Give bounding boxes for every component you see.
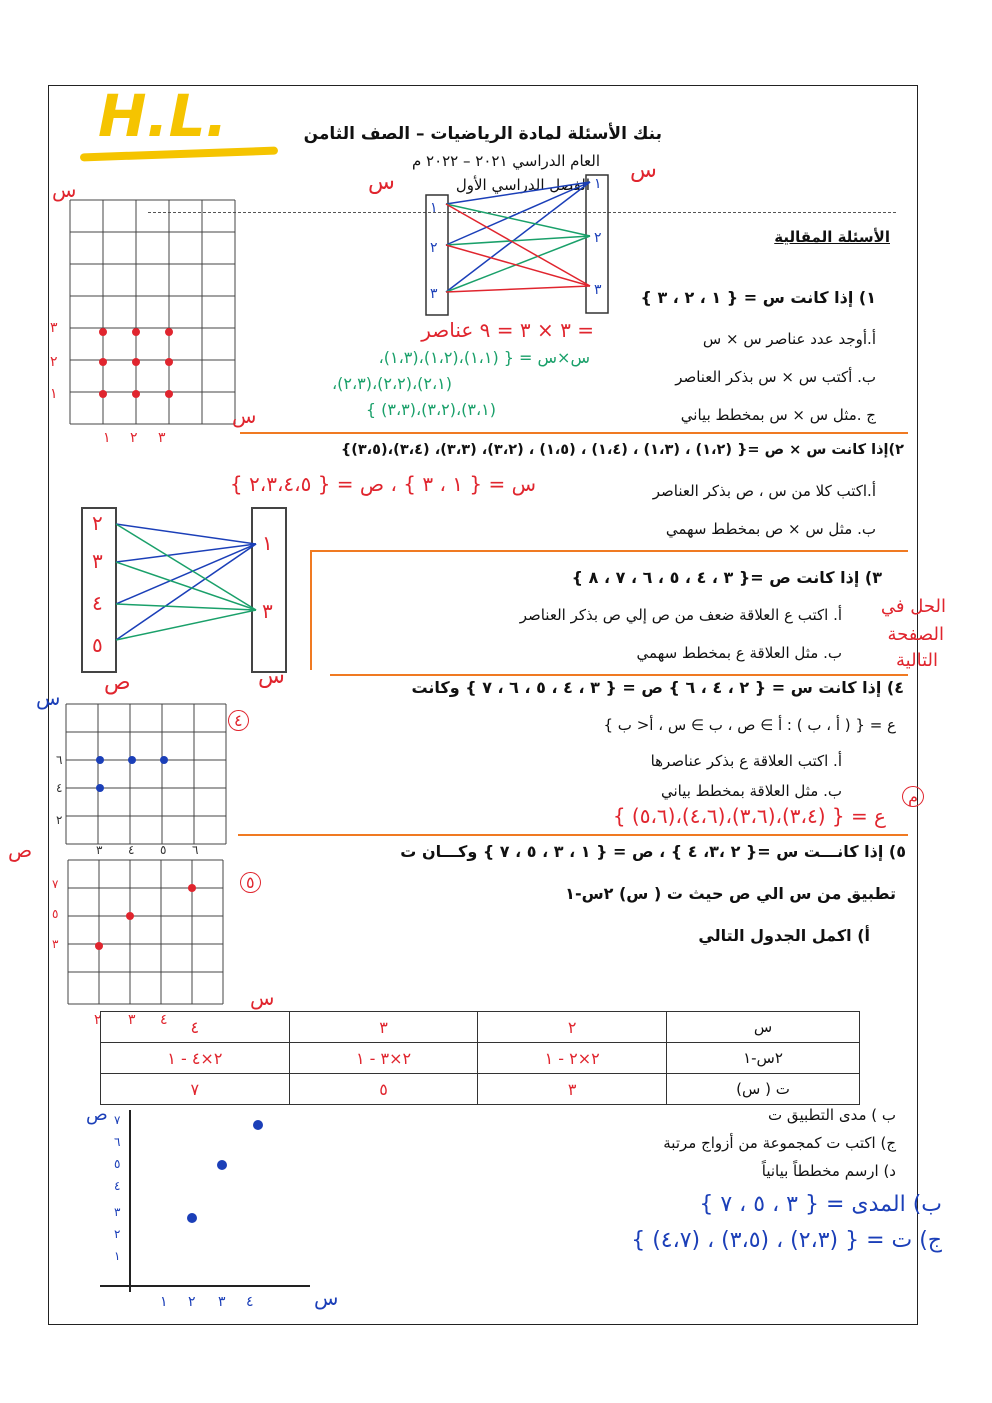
q2-arrow xyxy=(116,604,256,610)
q5-x-label: ٣ xyxy=(218,1294,226,1310)
table-cell: ٤ xyxy=(101,1012,290,1043)
q5-graph-number: ٥ xyxy=(240,872,261,893)
q5-rule: تطبيق من س الي ص حيث ت ( س) ٢س-١ xyxy=(565,884,896,903)
q1-arrow xyxy=(446,204,590,236)
q5-graph-x-axis-label: س xyxy=(314,1286,339,1310)
q5-small-point xyxy=(126,912,134,920)
q4-y-label: ٤ xyxy=(56,781,63,795)
q1-arrow xyxy=(446,245,590,286)
q5-small-graph-x-label: س xyxy=(250,986,275,1010)
q5-small-x-label: ٢ xyxy=(94,1012,102,1028)
q5-x-label: ٢ xyxy=(188,1294,196,1310)
q5-small-graph-y-label: ص xyxy=(8,838,33,862)
q1-graph-x-axis-label: س xyxy=(232,404,257,428)
q3-part-b: ب. مثل العلاقة ع بمخطط سهمي xyxy=(636,644,842,662)
q1-arrow-diagram xyxy=(420,170,620,320)
q5-graph xyxy=(100,1110,340,1320)
q4-point xyxy=(96,784,104,792)
logo: H.L. xyxy=(98,82,228,150)
q1-answer-a: = ٣ × ٣ = ٩ عناصر xyxy=(421,318,594,342)
table-header-cell: ت ( س) xyxy=(667,1074,860,1105)
q1-y-label: ١ xyxy=(50,386,58,402)
q4-point xyxy=(128,756,136,764)
q3-note-line1: الحل في xyxy=(880,596,946,617)
q5-part-c: ج) اكتب ت كمجموعة من أزواج مرتبة xyxy=(663,1134,896,1152)
academic-year: العام الدراسي ٢٠٢١ – ٢٠٢٢ م xyxy=(411,152,600,170)
table-row xyxy=(101,1074,860,1105)
q3-divider xyxy=(330,674,908,676)
q5-stem: ٥) إذا كانـــت س ={ ٢ ،٣، ٤ } ، ص = { ١ ، ٣ ، ٥ ، ٧ } وكـــان ت xyxy=(400,842,906,861)
q5-part-d: د) ارسم مخططاً بيانياً xyxy=(761,1162,896,1180)
table-cell: ٣ xyxy=(289,1012,478,1043)
q5-small-y-label: ٥ xyxy=(52,907,59,921)
table-cell: ٢×٤ - ١ xyxy=(101,1043,290,1074)
q2-arrow xyxy=(116,524,256,544)
q2-vertical-divider xyxy=(310,550,312,670)
q1-graph-y-axis-label: س xyxy=(52,178,77,202)
table-cell: ٥ xyxy=(289,1074,478,1105)
table-row xyxy=(101,1012,860,1043)
q2-left-label: ٣ xyxy=(92,549,103,573)
q2-part-b: ب. مثل س × ص بمخطط سهمي xyxy=(665,520,876,538)
table-cell: ٢ xyxy=(478,1012,667,1043)
q4-relation: ع = { ( أ ، ب ) : أ ∋ ص ، ب ∋ س ، أ< ب } xyxy=(603,716,896,734)
table-header-cell: س xyxy=(667,1012,860,1043)
q5-instruction: أ) اكمل الجدول التالي xyxy=(698,926,870,945)
q4-x-label: ٣ xyxy=(96,843,103,857)
q1-x-label: ٣ xyxy=(158,430,166,446)
q4-answer-marker: م xyxy=(902,786,924,807)
q2-right-set-label: س xyxy=(258,664,285,689)
q1-point xyxy=(99,358,107,366)
q3-stem: ٣) إذا كانت ص ={ ٣ ، ٤ ، ٥ ، ٦ ، ٧ ، ٨ } xyxy=(571,568,882,587)
q5-y-label: ٥ xyxy=(114,1157,121,1171)
q1-y-label: ٢ xyxy=(50,354,58,370)
q4-point xyxy=(96,756,104,764)
table-row xyxy=(101,1043,860,1074)
q1-arrow xyxy=(446,286,590,292)
q3-note-line2: الصفحة xyxy=(887,624,944,645)
q1-right-label: ١ xyxy=(594,176,602,192)
q1-point xyxy=(165,328,173,336)
q4-graph-number: ٤ xyxy=(228,710,249,731)
q2-divider xyxy=(310,550,908,552)
q4-answer: ع = { (٣،٤)،(٣،٦)،(٤،٦)،(٥،٦) } xyxy=(612,804,886,828)
q4-graph xyxy=(56,704,246,857)
q1-answer-b-line3: (٣،١)،(٣،٢)،(٣،٣) } xyxy=(365,400,496,419)
q2-answer: س = { ١ ، ٣ } ، ص = { ٢،٣،٤،٥ } xyxy=(229,472,536,496)
q5-small-x-label: ٣ xyxy=(128,1012,136,1028)
q2-arrow-diagram xyxy=(80,506,300,676)
q5-answer-c: ج) ت = { (٢،٣) ، (٣،٥) ، (٤،٧) } xyxy=(631,1228,942,1253)
q2-arrow xyxy=(116,524,256,610)
q1-answer-b-line2: (٢،١)،(٢،٢)،(٢،٣)، xyxy=(331,374,452,393)
table-cell: ٢×٣ - ١ xyxy=(289,1043,478,1074)
q1-answer-b-line1: س×س = { (١،١)،(١،٢)،(١،٣)، xyxy=(378,348,590,367)
table-cell: ٢×٢ - ١ xyxy=(478,1043,667,1074)
q5-answer-b: ب) المدى = { ٣ ، ٥ ، ٧ } xyxy=(699,1192,942,1217)
q5-point xyxy=(187,1213,197,1223)
q5-x-label: ٤ xyxy=(246,1294,254,1310)
q4-point xyxy=(160,756,168,764)
table-cell: ٣ xyxy=(478,1074,667,1105)
q1-y-label: ٣ xyxy=(50,320,58,336)
q5-small-point xyxy=(95,942,103,950)
q4-part-a: أ. اكتب العلاقة ع بذكر عناصرها xyxy=(650,752,842,770)
table-cell: ٧ xyxy=(101,1074,290,1105)
q1-point xyxy=(165,390,173,398)
q3-note-line3: التالية xyxy=(896,650,938,671)
q5-y-label: ١ xyxy=(114,1249,121,1263)
q1-left-label: ٢ xyxy=(430,240,438,256)
q1-point xyxy=(165,358,173,366)
q4-x-label: ٦ xyxy=(192,843,199,857)
q2-left-label: ٤ xyxy=(92,591,103,615)
q5-part-b: ب ) مدى التطبيق ت xyxy=(768,1106,896,1124)
q5-small-graph xyxy=(52,860,228,1028)
q4-y-label: ٢ xyxy=(56,813,63,827)
q5-y-label: ٦ xyxy=(114,1135,121,1149)
q2-right-label: ١ xyxy=(262,531,273,555)
q2-part-a: أ.اكتب كلا من س ، ص بذكر العناصر xyxy=(652,482,876,500)
q5-small-point xyxy=(188,884,196,892)
q4-part-b: ب. مثل العلاقة بمخطط بياني xyxy=(660,782,842,800)
semester: الفصل الدراسي الأول xyxy=(455,176,590,194)
q1-right-label: ٢ xyxy=(594,230,602,246)
q1-x-label: ١ xyxy=(103,430,111,446)
q1-right-set-label: س xyxy=(630,158,657,183)
q1-stem: ١) إذا كانت س = { ١ ، ٢ ، ٣ } xyxy=(640,288,876,307)
q1-point xyxy=(132,328,140,336)
q1-graph xyxy=(50,200,240,446)
q1-right-label: ٣ xyxy=(594,282,602,298)
q5-graph-y-axis-label: ص xyxy=(86,1104,108,1125)
q4-y-label: ٦ xyxy=(56,753,63,767)
q2-stem: ٢)إذا كانت س × ص ={ (١،٢) ، (١،٣) ، (١،٤) ، (١،٥) ، (٣،٢)، (٣،٣)، (٣،٤)،(٣،٥)} xyxy=(340,442,904,458)
q4-graph-y-axis-label: س xyxy=(36,686,61,710)
q5-small-y-label: ٣ xyxy=(52,937,59,951)
q5-y-label: ٤ xyxy=(114,1179,121,1193)
q5-y-label: ٢ xyxy=(114,1227,121,1241)
q1-part-c: ج .مثل س × س بمخطط بياني xyxy=(680,406,876,424)
q5-point xyxy=(253,1120,263,1130)
q1-part-b: ب. أكتب س × س بذكر العناصر xyxy=(675,368,876,386)
q5-point xyxy=(217,1160,227,1170)
q1-point xyxy=(132,390,140,398)
q4-stem: ٤) إذا كانت س = { ٢ ، ٤ ، ٦ } ص = { ٣ ، ٤ ، ٥ ، ٦ ، ٧ } وكانت xyxy=(411,678,904,697)
q1-point xyxy=(132,358,140,366)
q3-part-a: أ. اكتب ع العلاقة ضعف من ص إلي ص بذكر العناصر xyxy=(519,606,842,624)
q1-point xyxy=(99,390,107,398)
q5-y-label: ٧ xyxy=(114,1113,121,1127)
q4-x-label: ٥ xyxy=(160,843,167,857)
q5-x-label: ١ xyxy=(160,1294,168,1310)
q5-small-x-label: ٤ xyxy=(160,1012,168,1028)
q5-table xyxy=(100,1011,860,1105)
q2-left-label: ٥ xyxy=(92,633,103,657)
q5-small-y-label: ٧ xyxy=(52,877,59,891)
table-header-cell: ٢س-١ xyxy=(667,1043,860,1074)
q1-x-label: ٢ xyxy=(130,430,138,446)
q1-point xyxy=(99,328,107,336)
q1-left-label: ١ xyxy=(430,200,438,216)
q2-arrow xyxy=(116,562,256,610)
page-title: بنك الأسئلة لمادة الرياضيات – الصف الثامن xyxy=(303,124,662,144)
q2-left-set-label: ص xyxy=(104,670,131,695)
q2-right-label: ٣ xyxy=(262,599,273,623)
q1-arrow xyxy=(446,182,590,204)
q4-x-label: ٤ xyxy=(128,843,135,857)
q4-divider xyxy=(238,834,908,836)
q1-left-set-label: س xyxy=(368,170,395,195)
q5-y-label: ٣ xyxy=(114,1205,121,1219)
q1-left-label: ٣ xyxy=(430,286,438,302)
q1-arrow xyxy=(446,182,590,245)
q1-part-a: أ.أوجد عدد عناصر س × س xyxy=(702,330,876,348)
section-title: الأسئلة المقالية xyxy=(774,228,890,246)
q2-left-label: ٢ xyxy=(92,511,103,535)
q1-divider xyxy=(240,432,908,434)
